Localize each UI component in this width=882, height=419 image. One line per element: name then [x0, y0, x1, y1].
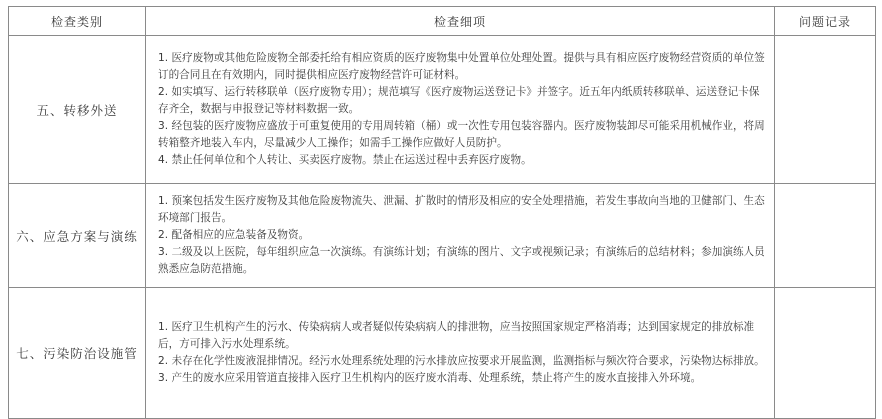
- details-cell: [146, 36, 775, 184]
- category-cell: 七、污染防治设施管: [9, 288, 146, 419]
- detail-item: 4. 禁止任何单位和个人转让、买卖医疗废物。禁止在运送过程中丢弃医疗废物。: [158, 154, 532, 166]
- detail-item: 2. 如实填写、运行转移联单（医疗废物专用）；规范填写《医疗废物运送登记卡》并签字。近五年内纸质转移联单、运送登记卡保存齐全，数据与申报登记等材料数据一致。: [158, 86, 760, 115]
- record-cell[interactable]: [775, 36, 876, 184]
- detail-item: 1. 医疗卫生机构产生的污水、传染病病人或者疑似传染病病人的排泄物，应当按照国家规定严格消毒；达到国家规定的排放标准后，方可排入污水处理系统。: [158, 321, 755, 350]
- header-details: 检查细项: [146, 7, 775, 36]
- details-cell: [146, 288, 775, 419]
- detail-item: 1. 医疗废物或其他危险废物全部委托给有相应资质的医疗废物集中处置单位处理处置。提供与具有相应医疗废物经营资质的单位签订的合同且在有效期内，同时提供相应医疗废物经营许可证材料。: [158, 52, 765, 81]
- detail-item: 2. 未存在化学性废液混排情况。经污水处理系统处理的污水排放应按要求开展监测，监测指标与频次符合要求，污染物达标排放。: [158, 355, 765, 367]
- detail-item: 3. 经包装的医疗废物应盛放于可重复使用的专用周转箱（桶）或一次性专用包装容器内。医疗废物装卸尽可能采用机械作业，将周转箱整齐地装入车内，尽量减少人工操作；如需手工操作应做好人员防护。: [158, 120, 765, 149]
- table-row: [9, 288, 876, 419]
- category-cell: 五、转移外送: [9, 36, 146, 184]
- inspection-table: [8, 6, 876, 419]
- table-row: [9, 184, 876, 288]
- detail-item: 1. 预案包括发生医疗废物及其他危险废物流失、泄漏、扩散时的情形及相应的安全处理措施，若发生事故向当地的卫健部门、生态环境部门报告。: [158, 195, 765, 224]
- details-cell: [146, 184, 775, 288]
- header-row: [9, 7, 876, 36]
- table-row: [9, 36, 876, 184]
- header-category: 检查类别: [9, 7, 146, 36]
- detail-item: 2. 配备相应的应急装备及物资。: [158, 229, 310, 241]
- detail-item: 3. 产生的废水应采用管道直接排入医疗卫生机构内的医疗废水消毒、处理系统，禁止将产生的废水直接排入外环境。: [158, 372, 702, 384]
- header-record: 问题记录: [775, 7, 876, 36]
- category-cell: 六、应急方案与演练: [9, 184, 146, 288]
- detail-item: 3. 二级及以上医院，每年组织应急一次演练。有演练计划；有演练的图片、文字或视频记录；有演练后的总结材料；参加演练人员熟悉应急防范措施。: [158, 246, 765, 275]
- record-cell[interactable]: [775, 288, 876, 419]
- record-cell[interactable]: [775, 184, 876, 288]
